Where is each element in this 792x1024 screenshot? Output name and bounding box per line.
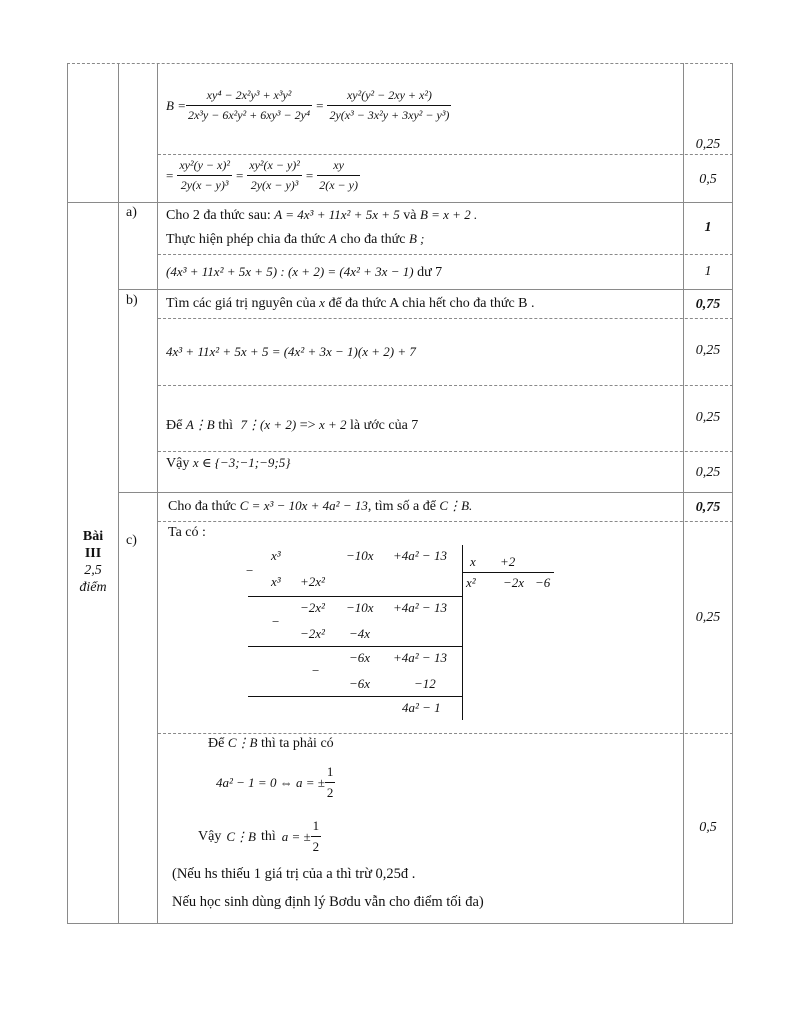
quotient-rule	[462, 572, 554, 573]
sub-label-b: b)	[126, 293, 138, 308]
a-question-line1: Cho 2 đa thức sau: A = 4x³ + 11x² + 5x + 5 và B = x + 2 .	[166, 207, 478, 223]
c-note-1: (Nếu hs thiếu 1 giá trị của a thì trừ 0,25đ .	[172, 866, 416, 882]
part-label-number: III	[84, 546, 102, 561]
row1-fraction-1: $\frac{\text{xy⁴ − 2x²y³ + x³y²}}{\text{2x³y − 6x²y² + 6xy³ − 2y⁴}}$	[187, 88, 311, 122]
c-taco: Ta có :	[168, 525, 206, 540]
col-border-right	[732, 63, 733, 924]
row-sep	[158, 451, 733, 452]
row1-expression: B = $\frac{\text{xy⁴ − 2x²y³ + x³y²}}{\text{2x³y − 6x²y² + 6xy³ − 2y⁴}}$ = $\frac{\text{xy²(y² − 2xy + x²)}}{\text{2y(x³ − 3x²y + 3xy² − y³)}}$	[166, 88, 450, 122]
c-question: Cho đa thức C = x³ − 10x + 4a² − 13, tìm số a để C⋮B.	[168, 498, 473, 514]
row-sep	[158, 154, 733, 155]
row1-fraction-2: $\frac{\text{xy²(y² − 2xy + x²)}}{\text{2y(x³ − 3x²y + 3xy² − y³)}}$	[329, 88, 450, 122]
row2-fraction-2: $\frac{\text{xy²(x − y)²}}{\text{2y(x − y)³}}$	[249, 158, 300, 192]
part-label-bai: Bài	[82, 529, 104, 544]
row2-fraction-1: $\frac{\text{xy²(y − x)²}}{\text{2y(x − y)³}}$	[179, 158, 230, 192]
division-rule	[248, 596, 462, 597]
c-score-division: 0,25	[695, 610, 721, 625]
b-answer: Vậy x ∈ {−3;−1;−9;5}	[166, 455, 291, 471]
col-border-3	[683, 63, 684, 924]
c-conclusion: Vậy C⋮B thì a = ± $\frac{1}{2}$	[198, 818, 320, 854]
division-rule	[248, 696, 462, 697]
row-sep-solid	[118, 289, 733, 290]
c-equation: 4a² − 1 = 0 ⇔ a = ± $\frac{1}{2}$	[216, 764, 334, 800]
a-score-question: 1	[704, 220, 712, 235]
b-score-condition: 0,25	[695, 410, 721, 425]
a-question-line2: Thực hiện phép chia đa thức A cho đa thức B ;	[166, 231, 425, 247]
b-score-expansion: 0,25	[695, 343, 721, 358]
b-score-question: 0,75	[695, 297, 721, 312]
c-score-question: 0,75	[695, 500, 721, 515]
a-score-result: 1	[704, 264, 712, 279]
row-sep	[158, 521, 733, 522]
table-bottom-border	[67, 923, 733, 924]
minus-sign: −	[246, 563, 254, 578]
sub-label-a: a)	[126, 205, 137, 220]
b-score-answer: 0,25	[695, 465, 721, 480]
row2-expression: = $\frac{\text{xy²(y − x)²}}{\text{2y(x − y)³}}$ = $\frac{\text{xy²(x − y)²}}{\text{2y(x − y)³}}$ = $\frac{xy}{2(x - y)}$	[166, 158, 358, 192]
c-conclusion-fraction: $\frac{1}{2}$	[312, 818, 320, 854]
col-border-2	[157, 63, 158, 924]
row2-fraction-3: $\frac{xy}{2(x - y)}$	[319, 158, 358, 192]
row2-score: 0,5	[699, 172, 717, 187]
sub-label-c: c)	[126, 533, 137, 548]
row-sep	[158, 385, 733, 386]
minus-sign: −	[312, 663, 320, 678]
row-sep-solid	[118, 492, 733, 493]
row-sep	[158, 733, 733, 734]
table-top-border	[67, 63, 733, 64]
col-border-left	[67, 63, 68, 924]
part-label-points: 2,5	[84, 563, 102, 578]
minus-sign: −	[272, 614, 280, 629]
b-expansion: 4x³ + 11x² + 5x + 5 = (4x² + 3x − 1)(x + 2) + 7	[166, 344, 416, 359]
row1-lhs: B =	[166, 97, 186, 113]
b-question: Tìm các giá trị nguyên của x để đa thức A chia hết cho đa thức B .	[166, 295, 535, 311]
c-condition: Để C⋮B thì ta phải có	[208, 735, 334, 751]
col-border-1	[118, 63, 119, 924]
c-score-final: 0,5	[699, 820, 717, 835]
row1-score: 0,25	[695, 137, 721, 152]
a-result: (4x³ + 11x² + 5x + 5) : (x + 2) = (4x² + 3x − 1) dư 7	[166, 264, 443, 280]
row-sep	[158, 318, 733, 319]
row-sep	[158, 254, 733, 255]
row-sep-solid	[67, 202, 733, 203]
c-equation-fraction: $\frac{1}{2}$	[326, 764, 334, 800]
part-label	[68, 528, 118, 596]
division-rule	[248, 646, 462, 647]
c-note-2: Nếu học sinh dùng định lý Bơdu vẫn cho điểm tối đa)	[172, 894, 484, 910]
b-condition: Để A⋮B thì 7⋮(x + 2) => x + 2 là ước của 7	[166, 417, 419, 433]
part-label-unit: điểm	[79, 580, 107, 595]
